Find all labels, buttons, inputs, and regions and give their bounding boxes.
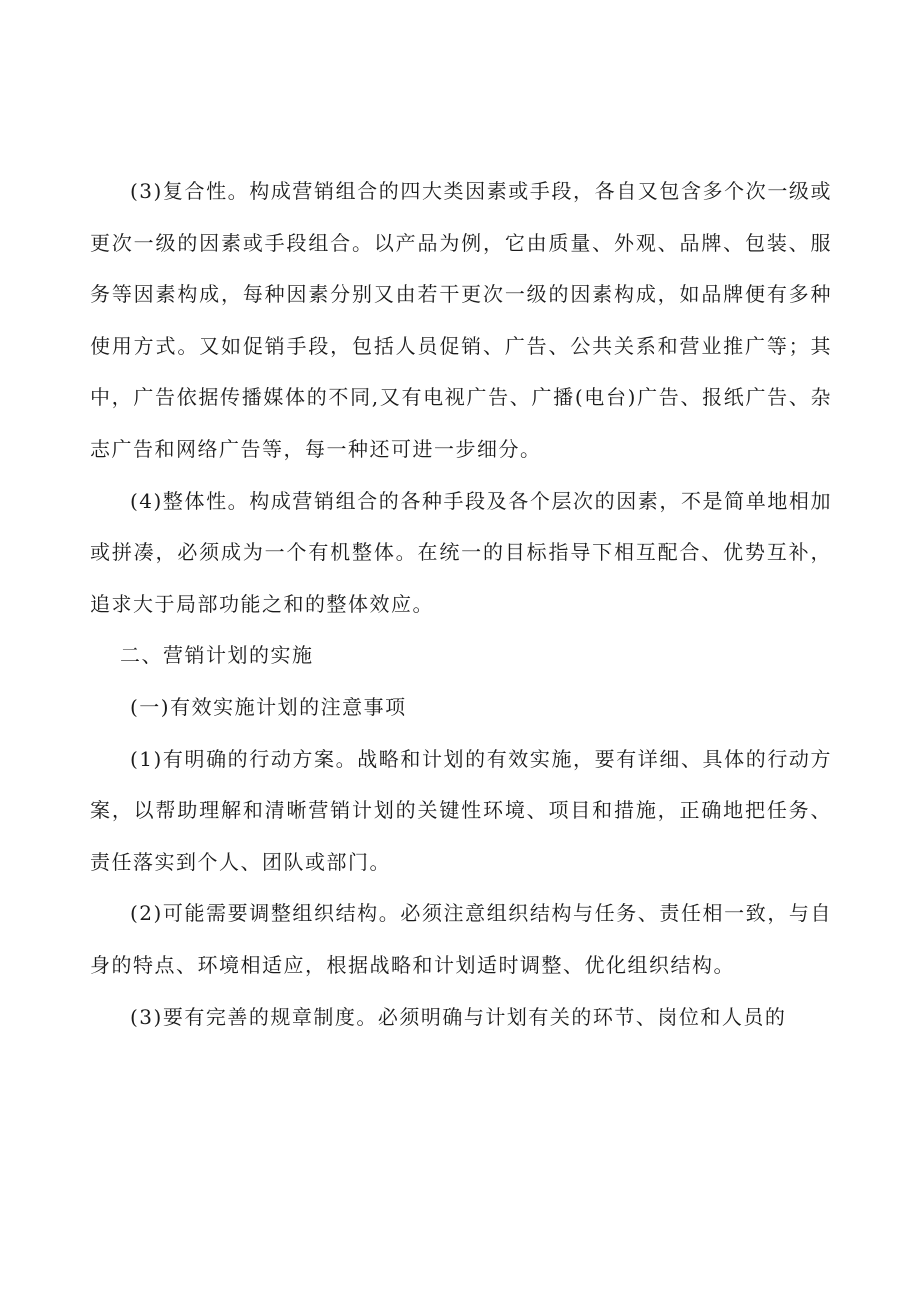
- paragraph-action-plan: (1)有明确的行动方案。战略和计划的有效实施，要有详细、具体的行动方案，以帮助理解和清晰营销计划的关键性环境、项目和措施，正确地把任务、责任落实到个人、团队或部门。: [90, 746, 832, 874]
- section-heading: 二、营销计划的实施: [120, 643, 314, 668]
- paragraph-composite: (3)复合性。构成营销组合的四大类因素或手段，各自又包含多个次一级或更次一级的因素或手段组合。以产品为例，它由质量、外观、品牌、包装、服务等因素构成，每种因素分别又由若干更次一级的因素构成，如品牌便有多种使用方式。又如促销手段，包括人员促销、广告、公共关系和营业推广等；其中，广告依据传播媒体的不同,又有电视广告、广播(电台)广告、报纸广告、杂志广告和网络广告等，每一种还可进一步细分。: [90, 179, 832, 461]
- document-page: [90, 166, 832, 1043]
- paragraph-rules: (3)要有完善的规章制度。必须明确与计划有关的环节、岗位和人员的: [130, 1004, 787, 1029]
- subsection-heading: (一)有效实施计划的注意事项: [130, 694, 407, 719]
- paragraph-integrity: (4)整体性。构成营销组合的各种手段及各个层次的因素，不是简单地相加或拼凑，必须成为一个有机整体。在统一的目标指导下相互配合、优势互补，追求大于局部功能之和的整体效应。: [90, 488, 832, 616]
- paragraph-org-structure: (2)可能需要调整组织结构。必须注意组织结构与任务、责任相一致，与自身的特点、环境相适应，根据战略和计划适时调整、优化组织结构。: [90, 901, 832, 977]
